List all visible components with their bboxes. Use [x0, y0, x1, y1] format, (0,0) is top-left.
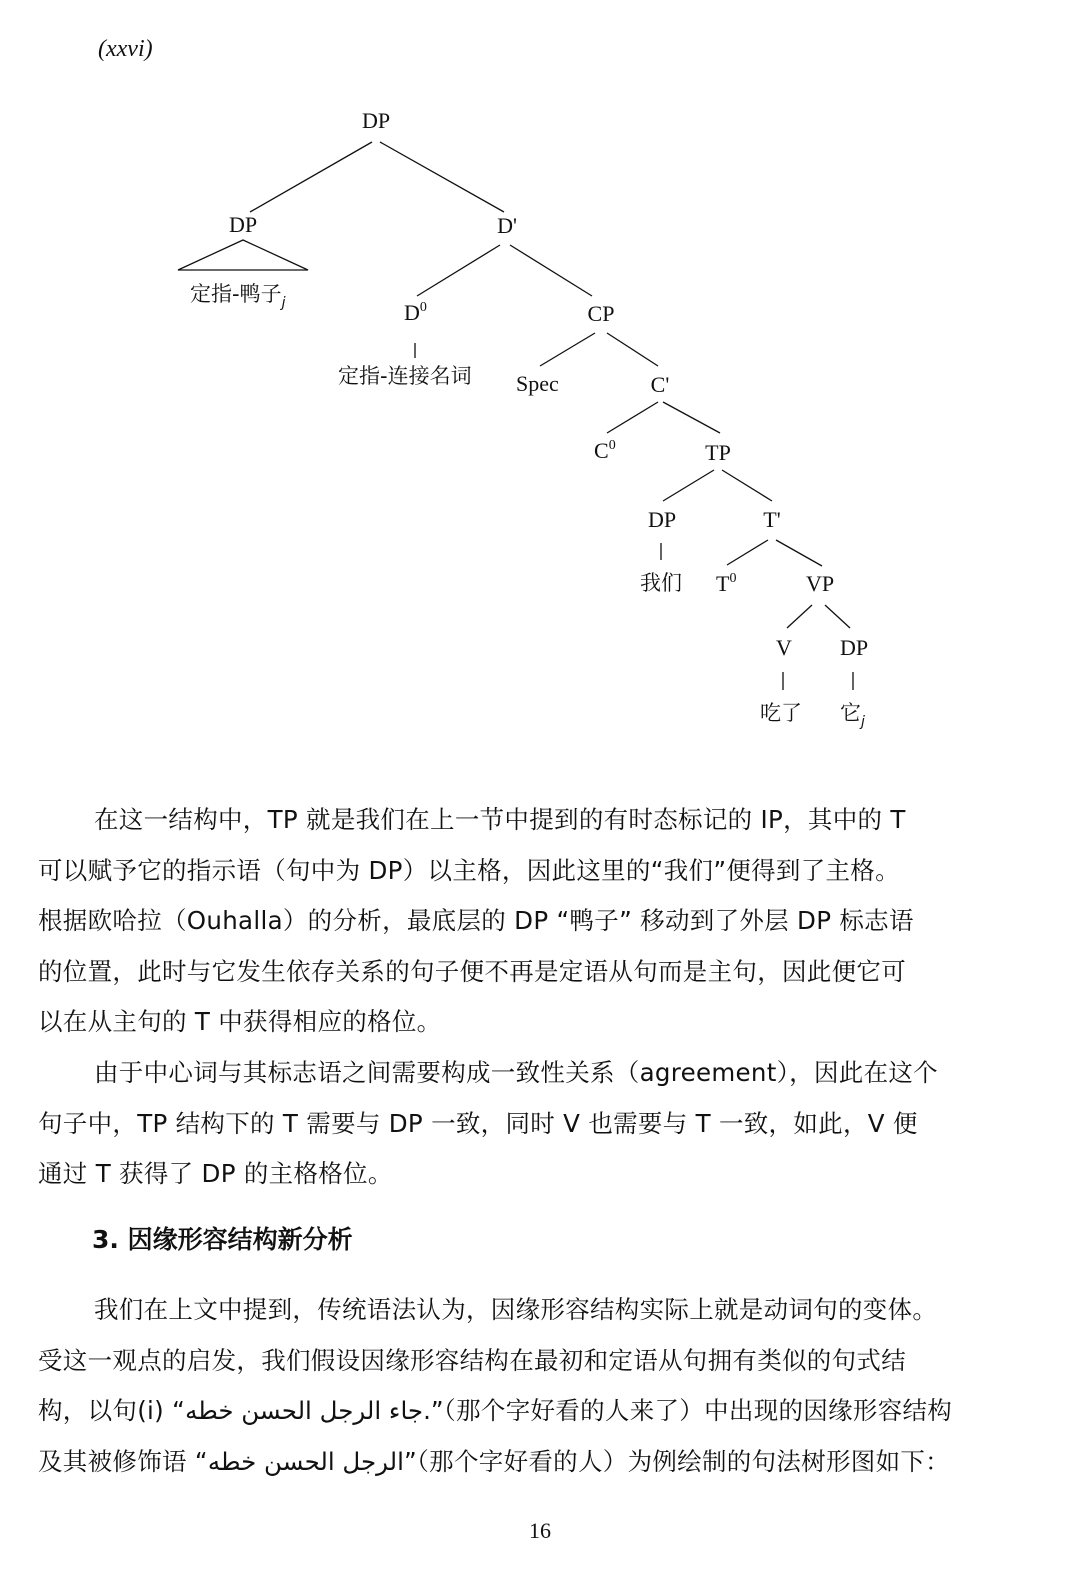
node-c0	[594, 438, 616, 463]
edge-vp-dp	[825, 605, 850, 628]
node-v: V	[776, 635, 792, 660]
node-v-leaf: 吃了	[760, 701, 802, 725]
edge-tp-dp	[663, 470, 714, 501]
obj-leaf-subscript: j	[861, 714, 865, 730]
edge-cbar-tp	[663, 402, 720, 433]
d0-superscript: 0	[419, 300, 427, 315]
section-heading: 3. 因缘形容结构新分析	[92, 1225, 353, 1254]
edge-tp-tbar	[722, 470, 772, 501]
edge-dp-dbar	[380, 142, 504, 212]
paragraph-2	[38, 1048, 1033, 1200]
edge-cp-cbar	[607, 333, 658, 366]
c0-label: C	[594, 438, 609, 463]
leaf-text: 定指-鸭子	[190, 282, 282, 306]
dp-spec-triangle	[178, 240, 308, 270]
example-label: (xxvi)	[98, 36, 153, 62]
node-spec: Spec	[516, 371, 559, 396]
node-dp-spec-leaf	[190, 282, 286, 311]
paragraph-1-line: 以在从主句的 T 中获得相应的格位。	[38, 1007, 442, 1037]
node-vp: VP	[805, 571, 835, 596]
node-t-bar: T'	[763, 507, 781, 532]
edge-dbar-d0	[417, 245, 500, 296]
leaf-subscript: j	[281, 295, 286, 311]
edge-dp-dp	[250, 142, 372, 212]
paragraph-1-line: 在这一结构中，TP 就是我们在上一节中提到的有时态标记的 IP，其中的 T	[94, 805, 906, 834]
paragraph-1	[38, 795, 1033, 1048]
paragraph-2-line: 句子中，TP 结构下的 T 需要与 DP 一致，同时 V 也需要与 T 一致，如此，V 便	[38, 1108, 918, 1138]
syntax-tree	[0, 0, 1080, 760]
page-number: 16	[529, 1518, 551, 1543]
node-c-bar: C'	[650, 372, 670, 397]
c0-superscript: 0	[608, 438, 616, 453]
node-dp-obj: DP	[839, 635, 869, 660]
t0-label: T	[716, 571, 730, 596]
paragraph-2-line: 由于中心词与其标志语之间需要构成一致性关系（agreement），因此在这个	[94, 1058, 938, 1087]
edge-cbar-c0	[607, 402, 658, 433]
node-d0	[404, 300, 427, 325]
node-d-bar: D'	[497, 213, 517, 238]
paragraph-3	[38, 1285, 1033, 1487]
node-dp-obj-leaf	[840, 701, 865, 730]
node-d0-leaf: 定指-连接名词	[338, 364, 472, 388]
t0-superscript: 0	[729, 571, 737, 586]
edge-tbar-t0	[727, 540, 768, 565]
node-dp-root: DP	[361, 108, 391, 133]
paragraph-1-line: 可以赋予它的指示语（句中为 DP）以主格，因此这里的“我们”便得到了主格。	[38, 855, 900, 885]
node-dp-subj-leaf: 我们	[640, 571, 682, 595]
d0-label: D	[404, 300, 420, 325]
obj-leaf-text: 它	[840, 701, 861, 725]
paragraph-3-line: 受这一观点的启发，我们假设因缘形容结构在最初和定语从句拥有类似的句式结	[38, 1345, 906, 1375]
edge-vp-v	[787, 605, 812, 628]
paragraph-1-line: 根据欧哈拉（Ouhalla）的分析，最底层的 DP “鸭子” 移动到了外层 DP 标志语	[38, 906, 914, 936]
node-tp: TP	[705, 440, 731, 465]
edge-dbar-cp	[510, 245, 592, 296]
edge-cp-spec	[540, 333, 595, 366]
node-dp-subj: DP	[647, 507, 677, 532]
paragraph-2-line: 通过 T 获得了 DP 的主格格位。	[38, 1159, 393, 1189]
paragraph-3-line: 我们在上文中提到，传统语法认为，因缘形容结构实际上就是动词句的变体。	[94, 1295, 938, 1324]
edge-tbar-vp	[776, 540, 822, 566]
paragraph-3-line: 构，以句(i) “جاء الرجل الحسن خطه.”（那个字好看的人来了）中出现的因缘形容结构	[38, 1396, 953, 1426]
node-dp-spec: DP	[228, 212, 258, 237]
node-t0	[716, 571, 736, 596]
paragraph-3-line: 及其被修饰语 “الرجل الحسن خطه”（那个字好看的人）为例绘制的句法树形图如下：	[38, 1446, 950, 1476]
paragraph-1-line: 的位置，此时与它发生依存关系的句子便不再是定语从句而是主句，因此便它可	[38, 956, 906, 986]
node-cp: CP	[587, 301, 615, 326]
